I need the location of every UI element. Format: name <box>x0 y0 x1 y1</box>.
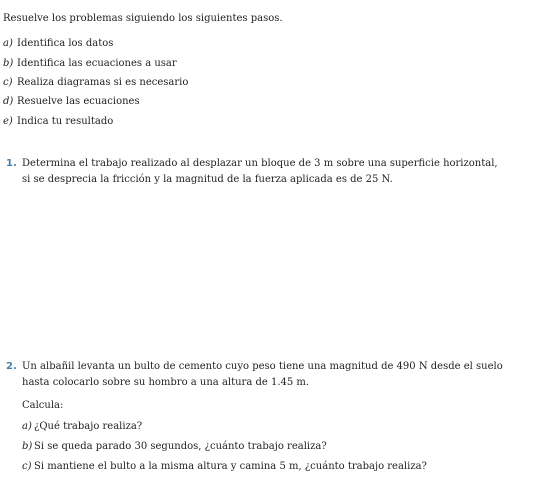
question-letter: c) <box>22 461 32 472</box>
problem-2-line-1 <box>6 360 503 373</box>
problem-text: Un albañil levanta un bulto de cemento cuyo peso tiene una magnitud de 490 N desde el suelo <box>22 361 503 372</box>
question-item-a <box>22 420 142 433</box>
step-letter: d) <box>3 96 14 107</box>
step-text: Realiza diagramas si es necesario <box>17 77 189 88</box>
question-item-b <box>22 440 327 453</box>
question-text: Si mantiene el bulto a la misma altura y camina 5 m, ¿cuánto trabajo realiza? <box>34 461 427 472</box>
question-text: ¿Qué trabajo realiza? <box>34 421 143 432</box>
question-letter: b) <box>22 441 33 452</box>
problem-2-prompt: Calcula: <box>22 400 64 411</box>
problem-1-line-2: si se desprecia la fricción y la magnitud de la fuerza aplicada es de 25 N. <box>22 174 393 185</box>
step-letter: a) <box>3 38 13 49</box>
step-letter: e) <box>3 116 13 127</box>
step-item-b <box>3 57 177 70</box>
problem-number: 2. <box>6 361 17 372</box>
step-letter: b) <box>3 58 14 69</box>
step-item-e <box>3 115 113 128</box>
question-letter: a) <box>22 421 32 432</box>
step-text: Identifica los datos <box>17 38 114 49</box>
problem-text: Determina el trabajo realizado al desplazar un bloque de 3 m sobre una superficie horizontal, <box>22 158 498 169</box>
problem-1-line-1 <box>6 157 498 170</box>
step-item-a <box>3 37 113 50</box>
step-text: Resuelve las ecuaciones <box>17 96 140 107</box>
step-text: Indica tu resultado <box>17 116 114 127</box>
question-item-c <box>22 460 427 473</box>
step-text: Identifica las ecuaciones a usar <box>17 58 177 69</box>
problem-2-line-2: hasta colocarlo sobre su hombro a una altura de 1.45 m. <box>22 377 310 388</box>
instructions-title: Resuelve los problemas siguiendo los siguientes pasos. <box>3 13 283 24</box>
problem-number: 1. <box>6 158 17 169</box>
question-text: Si se queda parado 30 segundos, ¿cuánto trabajo realiza? <box>34 441 327 452</box>
step-item-c <box>3 76 188 89</box>
step-letter: c) <box>3 77 13 88</box>
step-item-d <box>3 95 140 108</box>
